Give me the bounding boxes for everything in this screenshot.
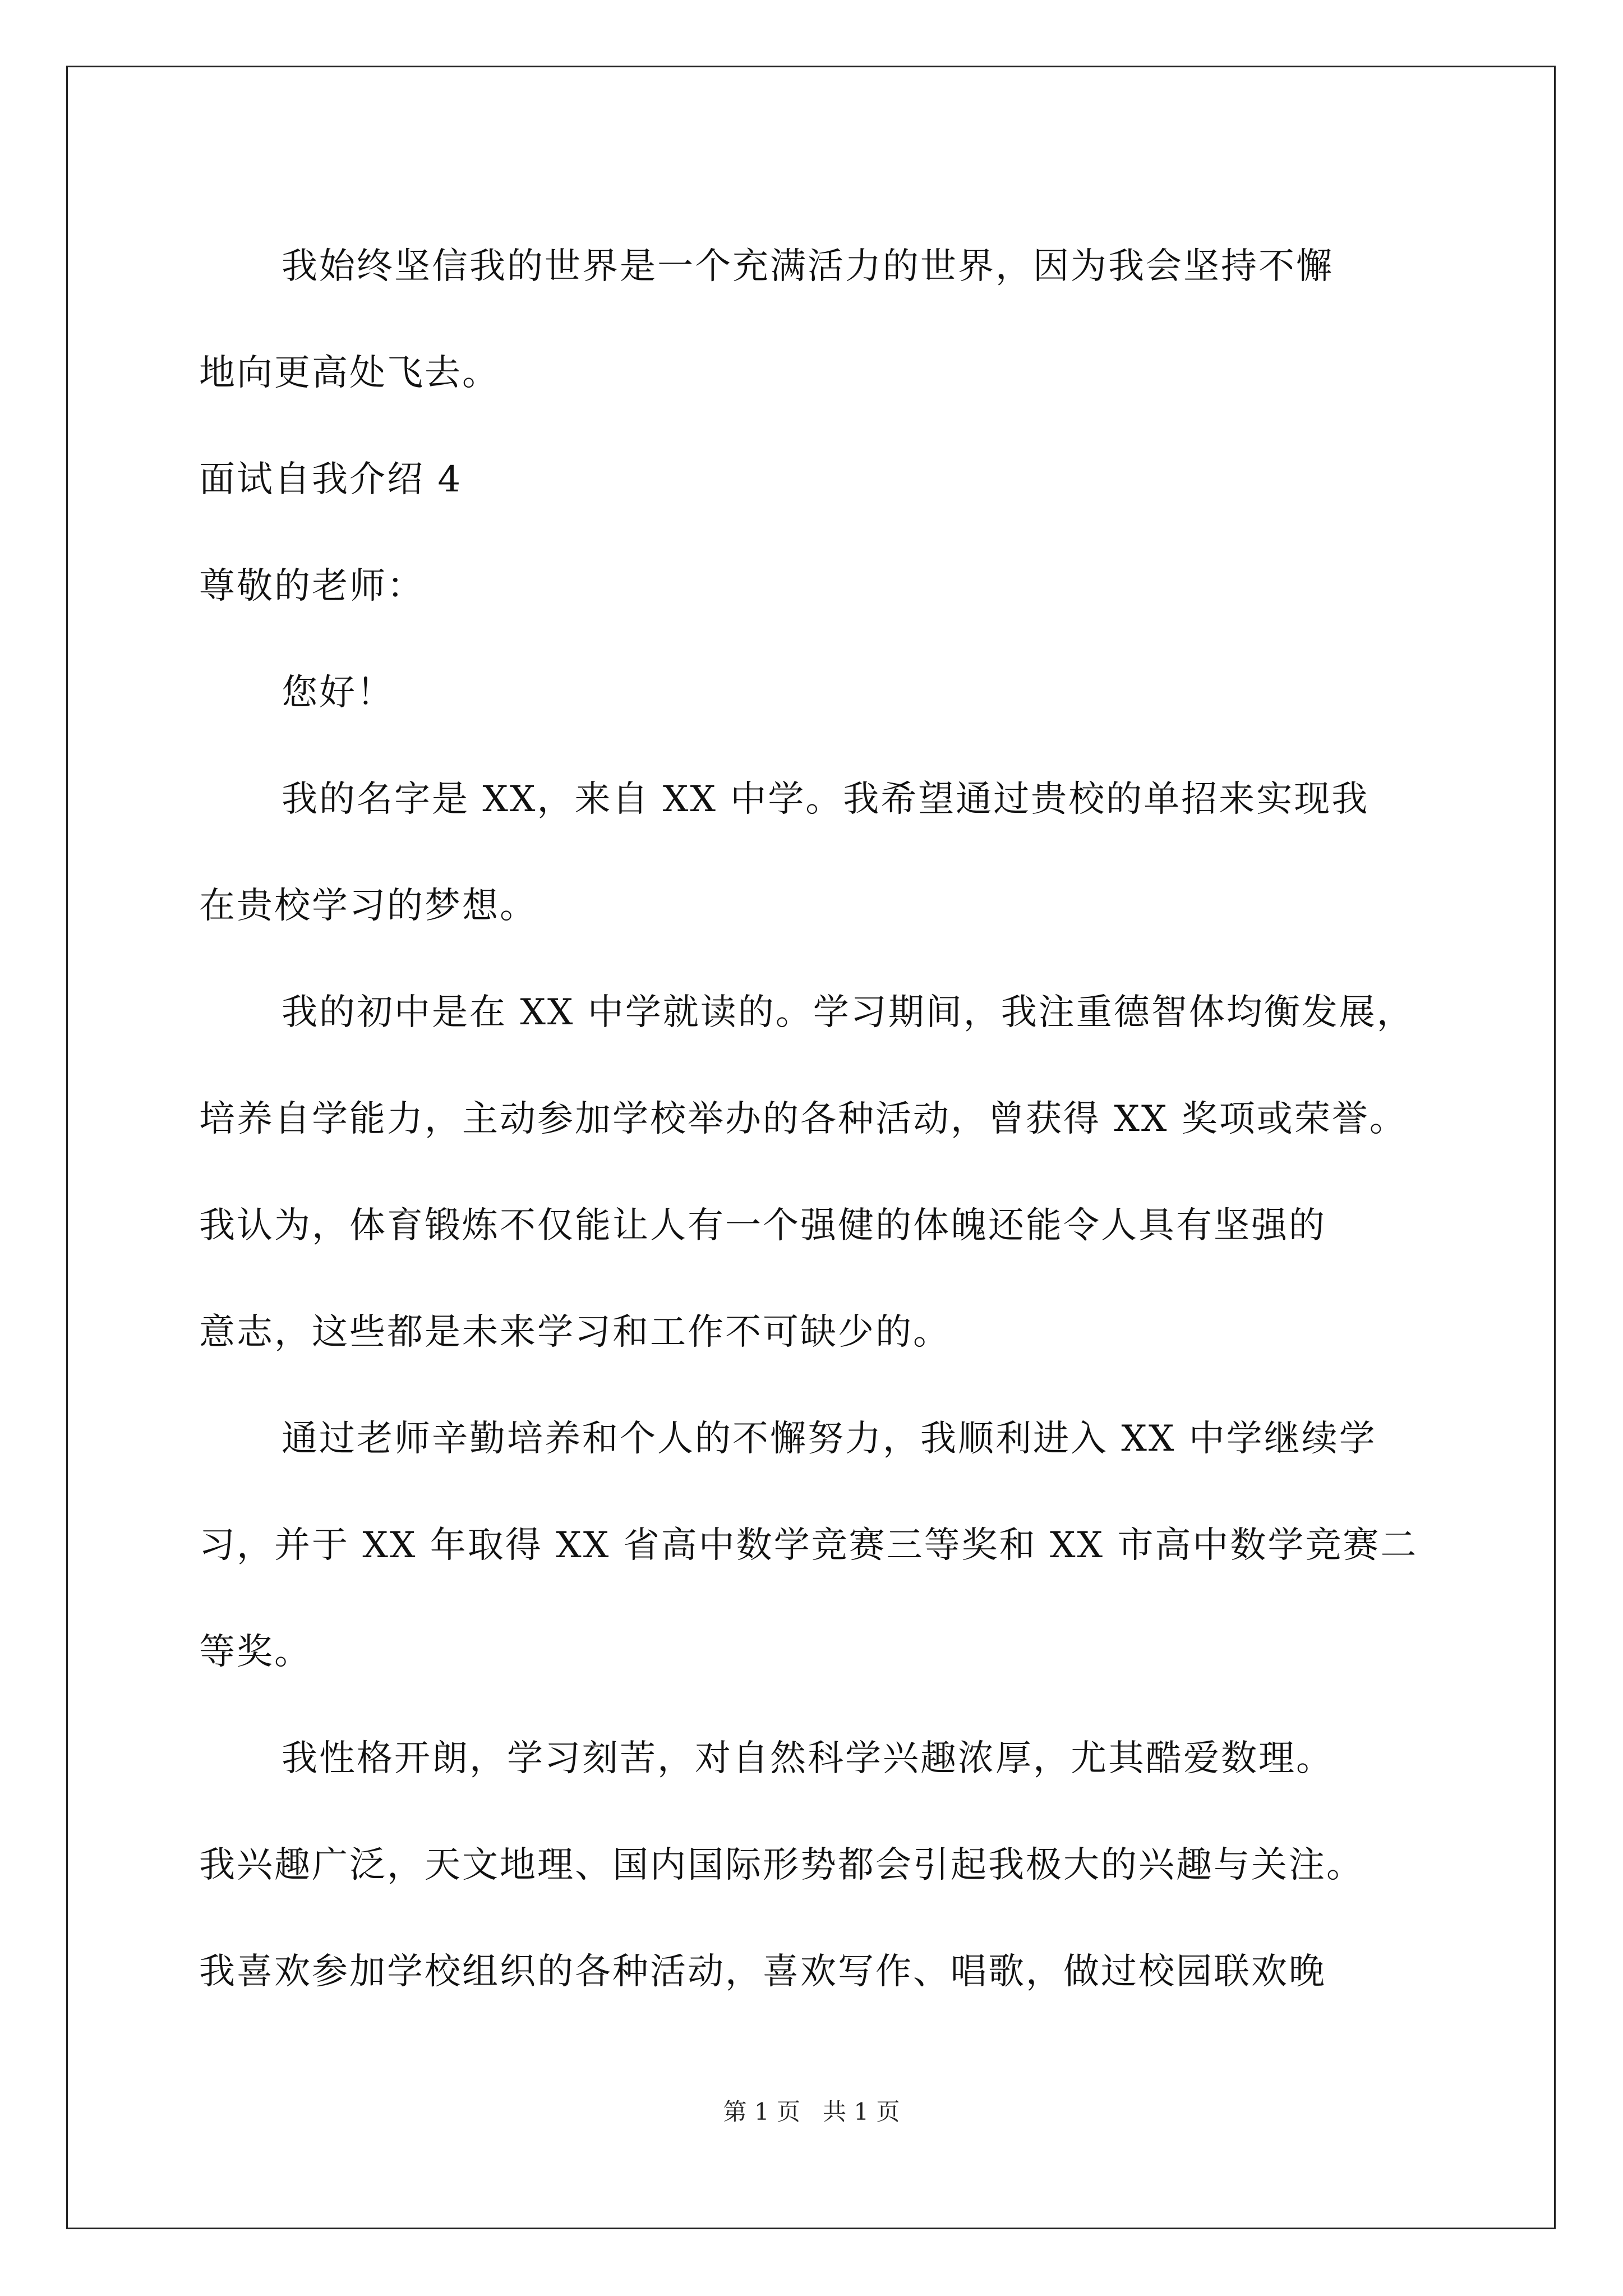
paragraph-line: 我始终坚信我的世界是一个充满活力的世界，因为我会坚持不懈	[282, 246, 1334, 287]
paragraph-line: 意志，这些都是未来学习和工作不可缺少的。	[199, 1312, 951, 1353]
paragraph-line: 我的初中是在 XX 中学就读的。学习期间，我注重德智体均衡发展，	[282, 992, 1414, 1033]
paragraph-line: 等奖。	[199, 1631, 312, 1673]
greeting: 您好！	[282, 672, 394, 714]
paragraph-line: 我性格开朗，学习刻苦，对自然科学兴趣浓厚，尤其酷爱数理。	[282, 1738, 1334, 1779]
paragraph-line: 习，并于 XX 年取得 XX 省高中数学竞赛三等奖和 XX 市高中数学竞赛二	[199, 1525, 1418, 1566]
paragraph-line: 通过老师辛勤培养和个人的不懈努力，我顺利进入 XX 中学继续学	[282, 1418, 1377, 1460]
document-body	[199, 213, 1436, 2025]
paragraph-line: 我的名字是 XX，来自 XX 中学。我希望通过贵校的单招来实现我	[282, 779, 1370, 820]
paragraph-line: 培养自学能力，主动参加学校举办的各种活动，曾获得 XX 奖项或荣誉。	[199, 1098, 1407, 1140]
paragraph-line: 地向更高处飞去。	[199, 352, 500, 394]
paragraph-line: 我喜欢参加学校组织的各种活动，喜欢写作、唱歌，做过校园联欢晚	[199, 1951, 1326, 1993]
paragraph-line: 我认为，体育锻炼不仅能让人有一个强健的体魄还能令人具有坚强的	[199, 1205, 1326, 1246]
section-heading: 面试自我介绍 4	[199, 459, 463, 500]
paragraph-line: 我兴趣广泛，天文地理、国内国际形势都会引起我极大的兴趣与关注。	[199, 1844, 1364, 1886]
salutation: 尊敬的老师：	[199, 565, 425, 607]
paragraph-line: 在贵校学习的梦想。	[199, 885, 537, 927]
page-number: 第 1 页 共 1 页	[723, 2098, 900, 2125]
